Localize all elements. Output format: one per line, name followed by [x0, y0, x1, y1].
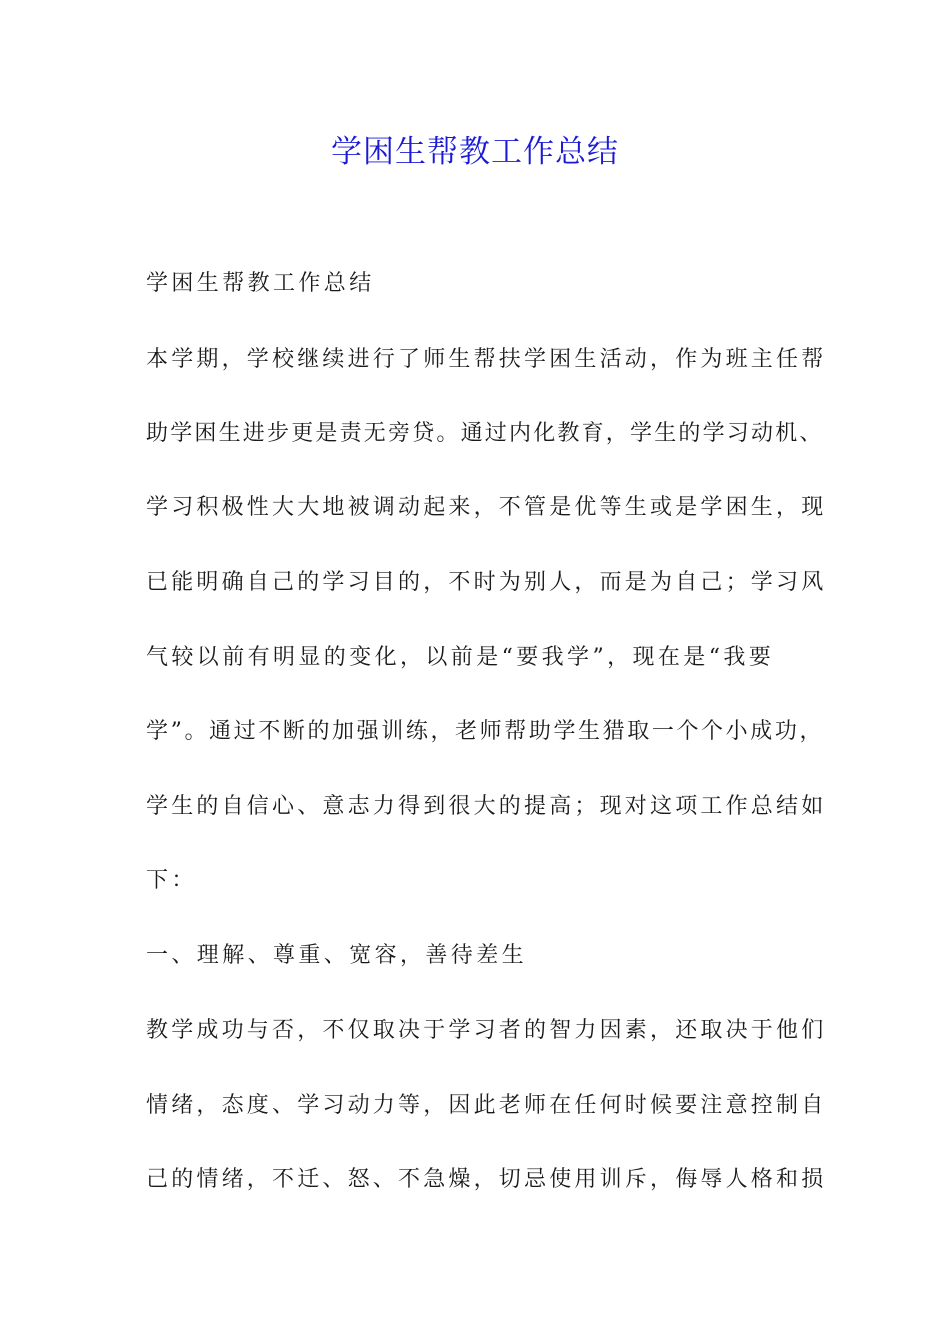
doc-paragraph-line: 学习积极性大大地被调动起来，不管是优等生或是学困生，现 — [146, 495, 827, 520]
doc-paragraph-line: 学生的自信心、意志力得到很大的提高；现对这项工作总结如 — [146, 794, 827, 819]
doc-heading-repeat: 学困生帮教工作总结 — [146, 271, 375, 296]
doc-paragraph-line: 助学困生进步更是责无旁贷。通过内化教育，学生的学习动机、 — [146, 421, 824, 446]
doc-paragraph-line: 教学成功与否，不仅取决于学习者的智力因素，还取决于他们 — [146, 1018, 827, 1043]
doc-paragraph-line: 气较以前有明显的变化，以前是“要我学”，现在是“我要 — [146, 645, 775, 670]
doc-section-heading: 一、理解、尊重、宽容，善待差生 — [146, 943, 528, 968]
doc-paragraph-line: 本学期，学校继续进行了师生帮扶学困生活动，作为班主任帮 — [146, 347, 827, 372]
doc-paragraph-line: 下： — [146, 868, 197, 893]
document-title: 学困生帮教工作总结 — [331, 134, 619, 170]
doc-paragraph-line: 已能明确自己的学习目的，不时为别人，而是为自己；学习风 — [146, 570, 827, 595]
doc-paragraph-line: 己的情绪，不迁、怒、不急燥，切忌使用训斥，侮辱人格和损 — [146, 1167, 827, 1192]
doc-paragraph-line: 学”。通过不断的加强训练，老师帮助学生猎取一个个小成功， — [146, 719, 825, 744]
doc-paragraph-line: 情绪，态度、学习动力等，因此老师在任何时候要注意控制自 — [146, 1093, 827, 1118]
